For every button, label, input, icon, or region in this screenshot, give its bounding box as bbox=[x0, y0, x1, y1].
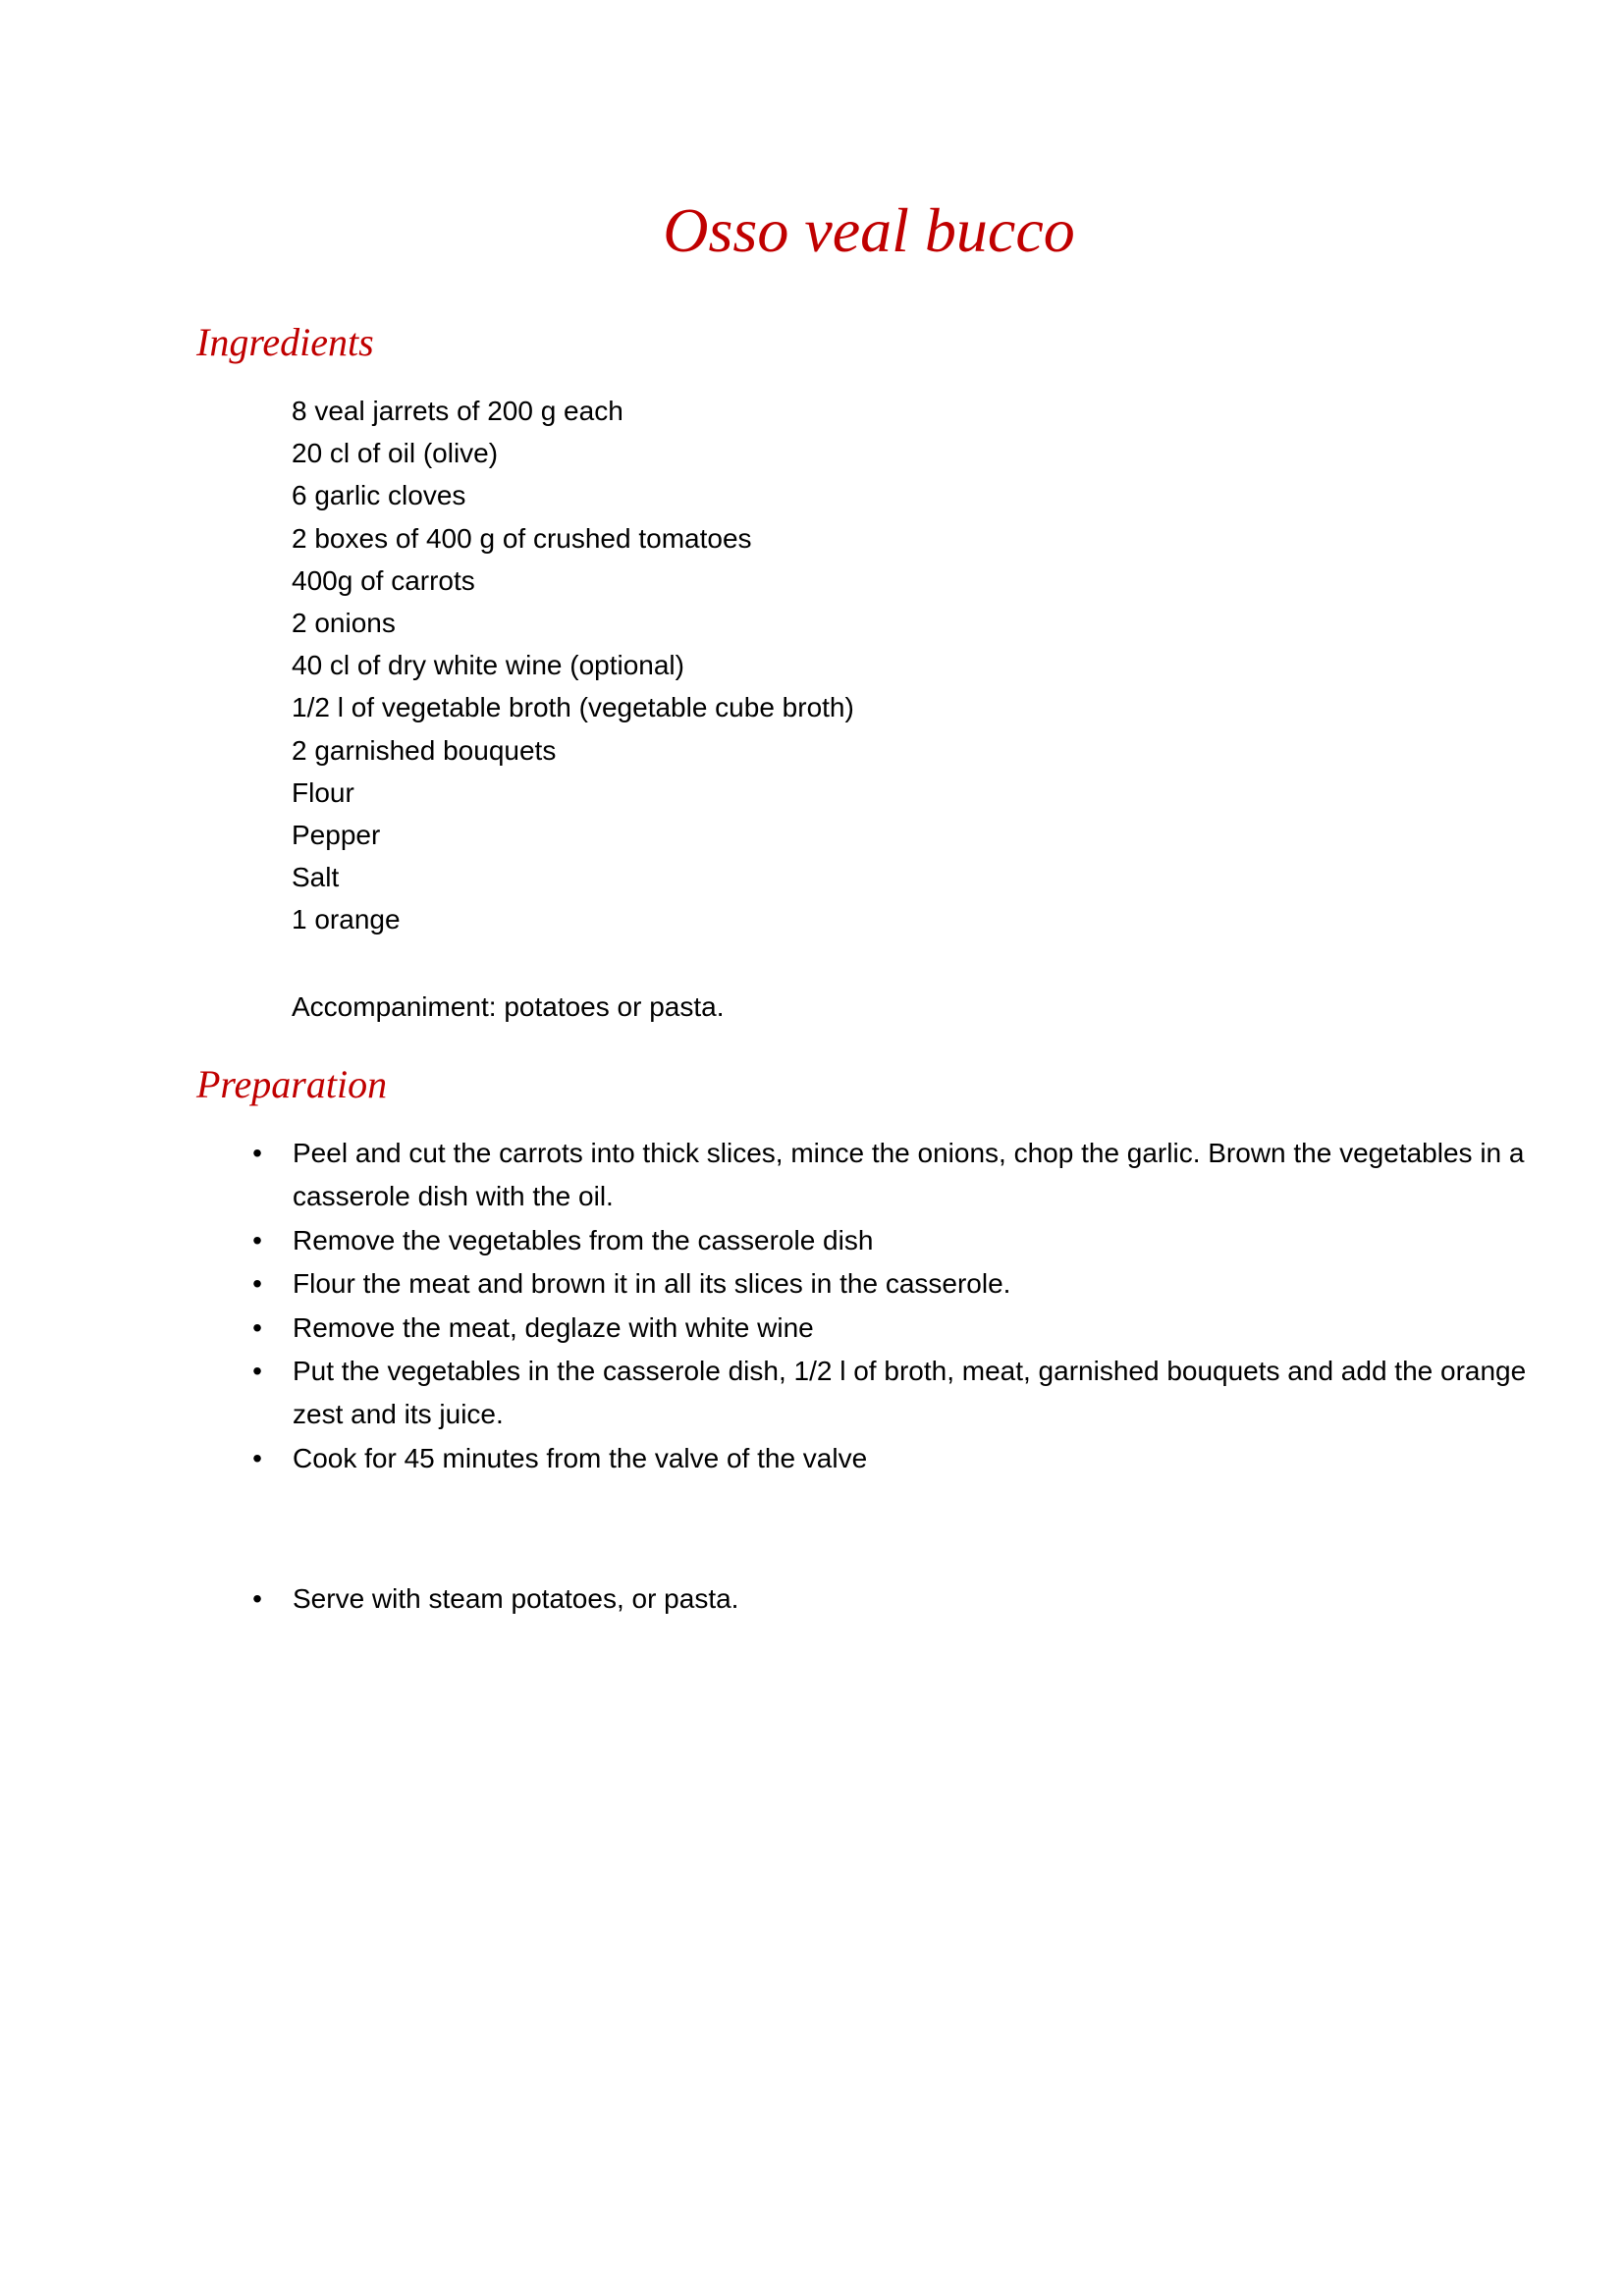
preparation-step bbox=[252, 1437, 1559, 1480]
ingredients-list bbox=[292, 390, 854, 941]
preparation-step bbox=[252, 1577, 1559, 1621]
ingredient-item: 2 garnished bouquets bbox=[292, 734, 557, 766]
ingredient-item: Flour bbox=[292, 776, 354, 808]
preparation-step bbox=[252, 1350, 1559, 1436]
ingredient-item: 20 cl of oil (olive) bbox=[292, 438, 499, 469]
bullet-icon: • bbox=[252, 1443, 262, 1473]
preparation-step bbox=[252, 1307, 1559, 1350]
bullet-icon: • bbox=[252, 1268, 262, 1299]
step-text: Put the vegetables in the casserole dish, 1/2 l of broth, meat, garnished bouquets and add the orange zest and its juice. bbox=[293, 1356, 1527, 1429]
ingredient-item: Pepper bbox=[292, 820, 381, 851]
ingredient-item: 2 boxes of 400 g of crushed tomatoes bbox=[292, 522, 752, 554]
recipe-title: Osso veal bucco bbox=[663, 195, 1075, 265]
ingredient-item: 400g of carrots bbox=[292, 564, 475, 596]
ingredient-item: 8 veal jarrets of 200 g each bbox=[292, 396, 623, 426]
bullet-icon: • bbox=[252, 1312, 262, 1343]
preparation-heading: Preparation bbox=[196, 1062, 388, 1106]
accompaniment-note: Accompaniment: potatoes or pasta. bbox=[292, 991, 725, 1022]
bullet-icon: • bbox=[252, 1356, 262, 1386]
preparation-step bbox=[252, 1262, 1559, 1306]
step-text: Remove the meat, deglaze with white wine bbox=[293, 1312, 814, 1343]
bullet-icon: • bbox=[252, 1138, 262, 1168]
step-text: Peel and cut the carrots into thick slices, mince the onions, chop the garlic. Brown the vegetables in a casserole dish with the oil. bbox=[293, 1138, 1525, 1211]
bullet-icon: • bbox=[252, 1583, 262, 1614]
preparation-step bbox=[252, 1132, 1559, 1218]
step-text: Remove the vegetables from the casserole dish bbox=[293, 1225, 874, 1255]
ingredient-item: Salt bbox=[292, 862, 340, 893]
ingredient-item: 6 garlic cloves bbox=[292, 480, 466, 511]
preparation-step bbox=[252, 1219, 1559, 1262]
ingredient-item: 1/2 l of vegetable broth (vegetable cube broth) bbox=[292, 692, 854, 723]
ingredient-item: 1 orange bbox=[292, 904, 401, 935]
step-text: Serve with steam potatoes, or pasta. bbox=[293, 1583, 739, 1614]
ingredient-item: 2 onions bbox=[292, 608, 396, 639]
ingredients-heading: Ingredients bbox=[196, 320, 374, 364]
ingredient-item: 40 cl of dry white wine (optional) bbox=[292, 650, 684, 681]
step-text: Cook for 45 minutes from the valve of the valve bbox=[293, 1443, 868, 1473]
step-text: Flour the meat and brown it in all its slices in the casserole. bbox=[293, 1268, 1011, 1299]
bullet-icon: • bbox=[252, 1225, 262, 1255]
